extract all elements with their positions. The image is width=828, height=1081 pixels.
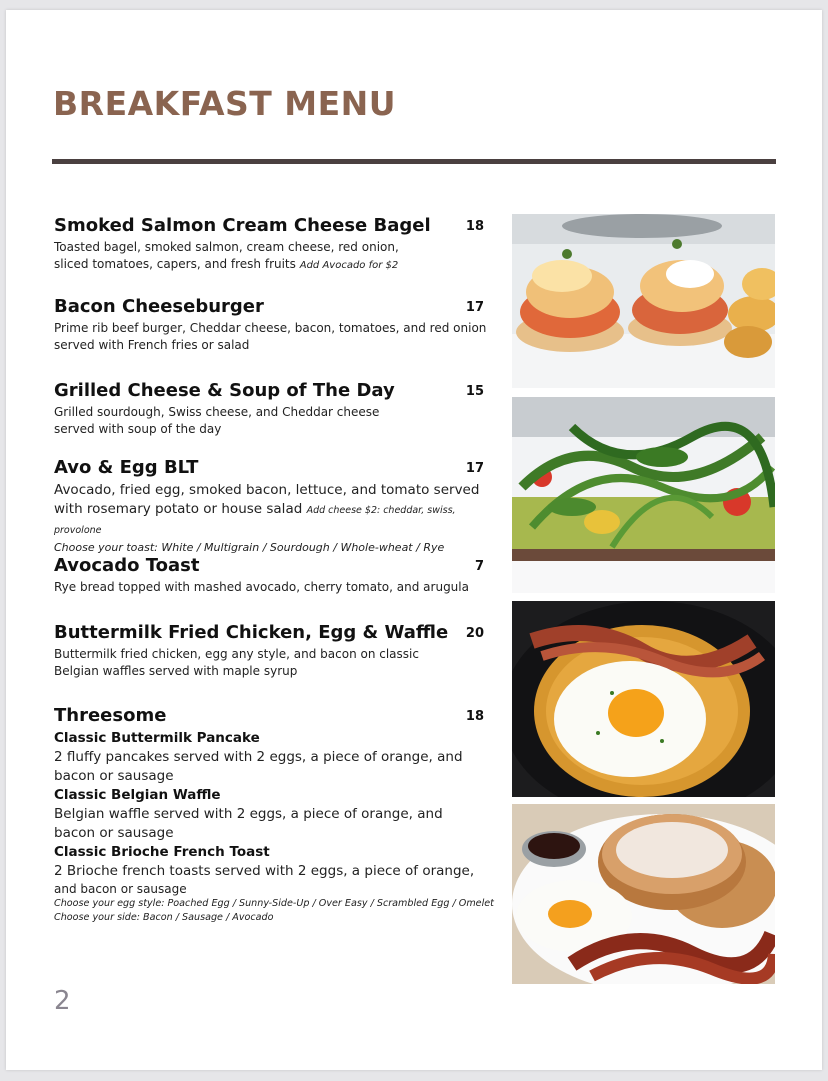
sub-item bbox=[54, 843, 496, 897]
description-line: Toasted bagel, smoked salmon, cream cheese, red onion, bbox=[54, 240, 399, 254]
item-note: Add Avocado for $2 bbox=[299, 260, 399, 271]
item-description bbox=[54, 404, 496, 438]
chicken-waffle-image bbox=[512, 601, 775, 797]
description-line: Rye bread topped with mashed avocado, cherry tomato, and arugula bbox=[54, 580, 469, 594]
menu-item-avo-egg-blt bbox=[54, 457, 496, 555]
item-name: Threesome bbox=[54, 705, 167, 726]
menu-item-salmon-bagel bbox=[54, 215, 496, 274]
item-name: Grilled Cheese & Soup of The Day bbox=[54, 380, 395, 401]
page-title: BREAKFAST MENU bbox=[53, 84, 397, 123]
toast-options: Choose your toast: White / Multigrain / Sourdough / Whole-wheat / Rye bbox=[54, 541, 445, 554]
sub-item-name: Classic Buttermilk Pancake bbox=[54, 730, 260, 746]
description-line: Belgian waffles served with maple syrup bbox=[54, 664, 298, 678]
item-name: Smoked Salmon Cream Cheese Bagel bbox=[54, 215, 431, 236]
sub-item bbox=[54, 729, 496, 786]
item-note: Add cheese $2: cheddar, swiss, provolone bbox=[54, 505, 456, 536]
sub-item-line: 2 fluffy pancakes served with 2 eggs, a piece of orange, and bbox=[54, 749, 463, 765]
sub-item-line: and bacon or sausage bbox=[54, 882, 187, 896]
sub-item-line: Belgian waffle served with 2 eggs, a piece of orange, and bbox=[54, 806, 443, 822]
sub-item bbox=[54, 786, 496, 843]
menu-item-grilled-cheese bbox=[54, 380, 496, 438]
description-line: served with soup of the day bbox=[54, 422, 222, 436]
sub-item-line: 2 Brioche french toasts served with 2 eggs, a piece of orange, bbox=[54, 863, 475, 879]
description-line: Avocado, fried egg, smoked bacon, lettuce, and tomato served bbox=[54, 482, 480, 498]
item-price: 17 bbox=[465, 300, 484, 315]
description-line: served with French fries or salad bbox=[54, 338, 250, 352]
description-line: Grilled sourdough, Swiss cheese, and Cheddar cheese bbox=[54, 405, 380, 419]
title-divider bbox=[52, 159, 776, 164]
pancakes-image bbox=[512, 804, 775, 984]
item-price: 18 bbox=[465, 219, 484, 234]
item-price: 7 bbox=[474, 559, 484, 574]
description-line: sliced tomatoes, capers, and fresh fruits bbox=[54, 257, 296, 271]
side-options: Choose your side: Bacon / Sausage / Avocado bbox=[54, 912, 274, 923]
menu-item-bacon-cheeseburger bbox=[54, 296, 496, 354]
sub-item-line: bacon or sausage bbox=[54, 825, 174, 841]
item-description bbox=[54, 646, 496, 680]
item-name: Avo & Egg BLT bbox=[54, 457, 199, 478]
menu-item-threesome bbox=[54, 705, 496, 925]
description-line: Buttermilk fried chicken, egg any style, and bacon on classic bbox=[54, 647, 419, 661]
item-price: 15 bbox=[465, 384, 484, 399]
item-price: 17 bbox=[465, 461, 484, 476]
item-description bbox=[54, 320, 496, 354]
description-line: Prime rib beef burger, Cheddar cheese, bacon, tomatoes, and red onion bbox=[54, 321, 487, 335]
sub-item-name: Classic Belgian Waffle bbox=[54, 787, 221, 803]
item-description bbox=[54, 579, 496, 596]
pancakes-photo bbox=[512, 804, 775, 984]
menu-item-chicken-waffle bbox=[54, 622, 496, 680]
avocado-toast-photo bbox=[512, 397, 775, 593]
item-description bbox=[54, 239, 496, 274]
menu-page bbox=[6, 10, 822, 1070]
item-name: Avocado Toast bbox=[54, 555, 200, 576]
menu-item-avocado-toast bbox=[54, 555, 496, 596]
eggs-benedict-photo bbox=[512, 214, 775, 388]
sub-item-name: Classic Brioche French Toast bbox=[54, 844, 270, 860]
chicken-waffle-photo bbox=[512, 601, 775, 797]
item-name: Bacon Cheeseburger bbox=[54, 296, 264, 317]
sub-item-line: bacon or sausage bbox=[54, 768, 174, 784]
eggs-benedict-image bbox=[512, 214, 775, 388]
item-price: 20 bbox=[465, 626, 484, 641]
page-number: 2 bbox=[54, 986, 71, 1016]
item-price: 18 bbox=[465, 709, 484, 724]
item-description bbox=[54, 481, 496, 540]
item-name: Buttermilk Fried Chicken, Egg & Waffle bbox=[54, 622, 449, 643]
description-line: with rosemary potato or house salad bbox=[54, 501, 303, 517]
avocado-toast-image bbox=[512, 397, 775, 593]
egg-style-options: Choose your egg style: Poached Egg / Sunny-Side-Up / Over Easy / Scrambled Egg / Omelet bbox=[54, 898, 494, 909]
